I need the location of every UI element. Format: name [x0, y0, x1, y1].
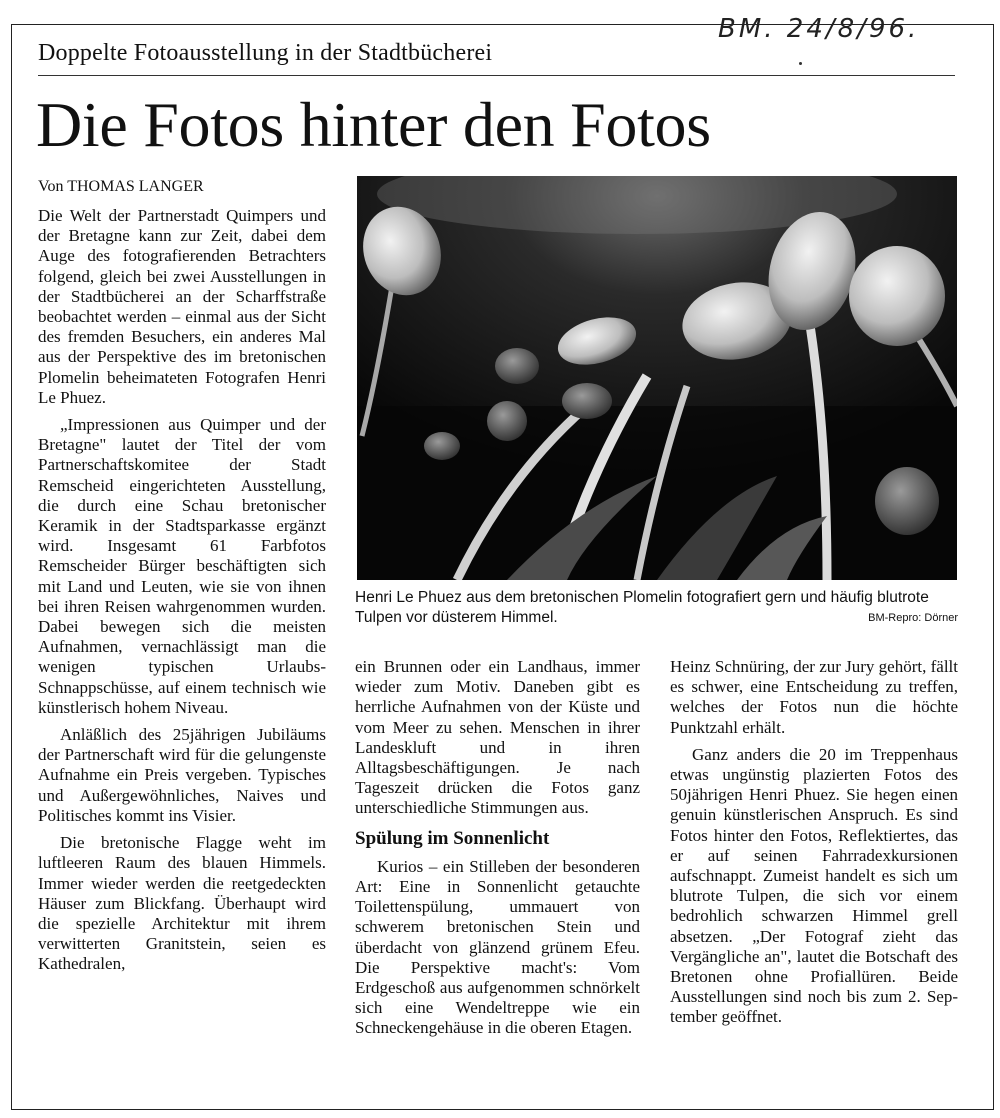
text-column-2 [355, 657, 640, 1046]
tulip-photo-image [357, 176, 957, 580]
caption-text: Henri Le Phuez aus dem bretonischen Plomelin fotografiert gern und häufig blutrote Tulpen vor düsterem Himmel. [355, 589, 929, 626]
paragraph: Heinz Schnüring, der zur Jury gehört, fällt es schwer, eine Entscheidung zu treffen, welches der Fotos nun die höchte Punktzahl erhält. [670, 657, 958, 737]
handwritten-dot [799, 62, 802, 65]
article-headline: Die Fotos hinter den Fotos [36, 89, 711, 160]
text-column-1 [38, 206, 326, 982]
byline: Von THOMAS LANGER [38, 178, 204, 195]
photo-caption [355, 588, 958, 628]
section-subhead: Spülung im Sonnenlicht [355, 827, 550, 849]
kicker-rule [38, 75, 955, 76]
paragraph: Die bretonische Flagge weht im luftleeren Raum des blauen Himmels. Immer wieder werden die reetgedeckten Häuser zum Blickfang. Überhaupt wird die spezielle Architektur mit ihrem verwitterten Granitstein, seien es Kathedralen, [38, 833, 326, 974]
text-column-3 [670, 657, 958, 1035]
tulip-photo [357, 176, 957, 580]
article-kicker: Doppelte Fotoausstellung in der Stadtbücherei [38, 40, 493, 66]
paragraph: „Impressionen aus Quimper und der Bretagne" lautet der Titel der vom Partnerschaftskomitee der Stadt Remscheid eingerichteten Ausstellung, die durch eine Schau bretonischer Keramik in der Stadtsparkasse ergänzt wird. Insgesamt 61 Farbfotos Remscheider Bürger beschäftigten sich mit Land und Leuten, wie sie von ihnen bei ihren Reisen wahrgenommen wurden. Dabei bewegen sich die meisten Aufnahmen, vernachlässigt man die wenigen typischen Urlaubs-Schnappschüsse, auf einem technisch wie künstlerisch hohem Niveau. [38, 415, 326, 717]
paragraph: Anläßlich des 25jährigen Jubiläums der Partnerschaft wird für die gelungenste Aufnahme ein Preis vergeben. Typisches und Außergewöhnliches, Naives und Politisches kommt ins Visier. [38, 725, 326, 825]
handwritten-date-note: BM. 24/8/96. [718, 14, 920, 44]
paragraph: Kurios – ein Stilleben der besonderen Art: Eine in Sonnenlicht getauchte Toilettenspülung, ummauert von schwerem bretonischen Stein und überdacht von glänzend grünem Efeu. Die Perspektive macht's: Vom Erdgeschoß aus aufgenommen schnörkelt sich eine Wendeltreppe wie ein Schneckengehäuse in die oberen Etagen. [355, 856, 640, 1038]
paragraph: Ganz anders die 20 im Treppenhaus etwas ungünstig plazierten Fotos des 50jährigen Henri Phuez. Sie hegen einen genuin künstlerischen Anspruch. Es sind Fotos hinter den Fotos, Reflektiertes, das er auf seinen Fahrradexkursionen aufschnappt. Zumeist handelt es sich um blutrote Tulpen, die sich vor einem bedrohlich schwarzen Himmel grell absetzen. „Der Fotograf zieht das Vergängliche an", lautet die Botschaft des Bretonen ohne Profiallüren. Beide Ausstellungen sind noch bis zum 2. September geöffnet. [670, 744, 958, 1027]
paragraph: Die Welt der Partnerstadt Quimpers und der Bretagne kann zur Zeit, dabei dem Auge des fotografierenden Betrachters folgend, gleich bei zwei Ausstellungen in der Stadtbücherei an der Scharffstraße beobachtet werden – einmal aus der Sicht des fremden Besuchers, ein anderes Mal aus der Perspektive des im bretonischen Plomelin beheimateten Fotografen Henri Le Phuez. [38, 206, 326, 407]
paragraph: ein Brunnen oder ein Landhaus, immer wieder zum Motiv. Daneben gibt es herrliche Aufnahmen von der Küste und vom Meer zu sehen. Menschen in ihrer Landeskluft und in ihren Alltagsbeschäftigungen. Je nach Tageszeit drücken die Fotos ganz unterschiedliche Stimmungen aus. [355, 657, 640, 818]
photo-credit: BM-Repro: Dörner [868, 612, 958, 624]
